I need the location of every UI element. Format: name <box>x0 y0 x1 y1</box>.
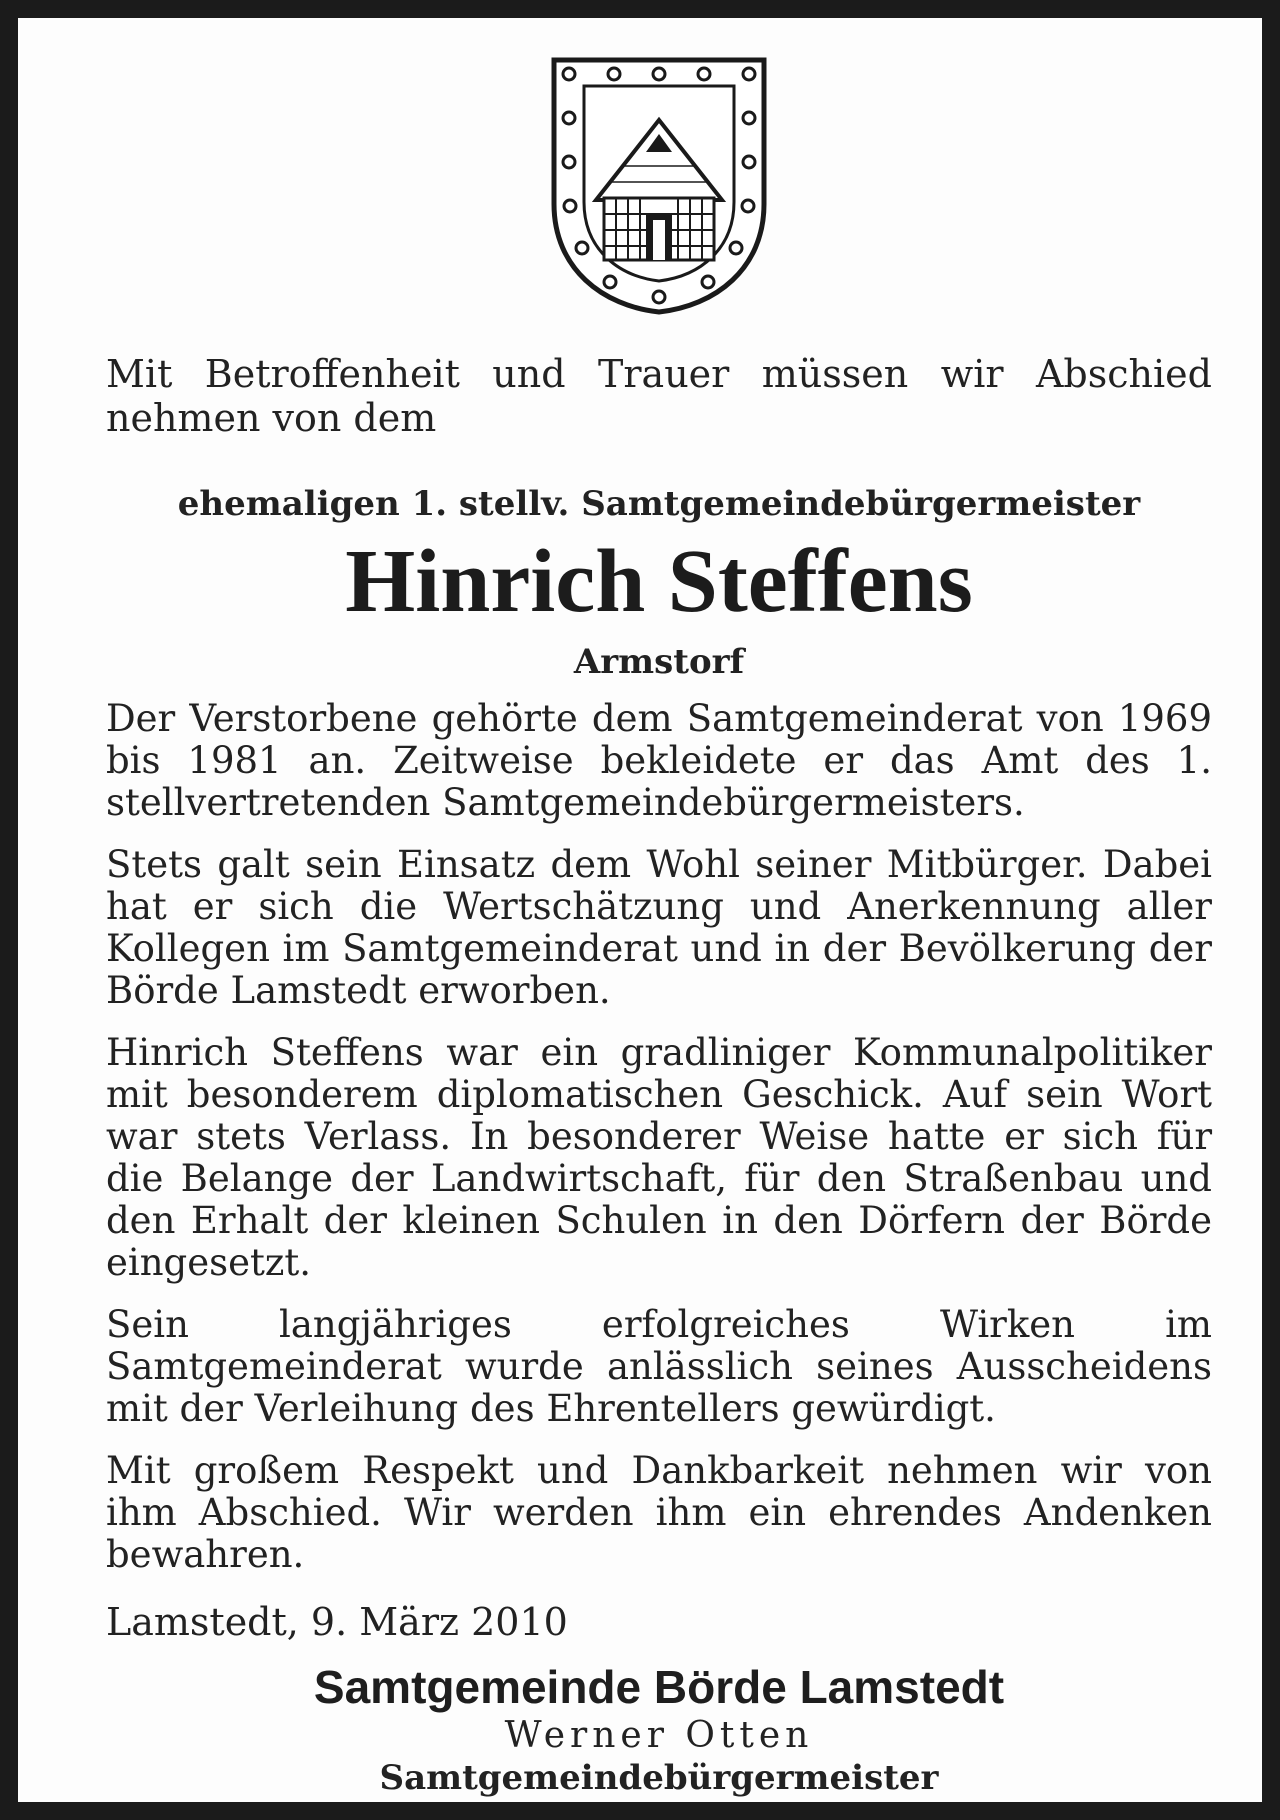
coat-of-arms-icon <box>550 54 768 316</box>
body-paragraph: Mit großem Respekt und Dankbarkeit nehmen wir von ihm Abschied. Wir werden ihm ein ehrendes Andenken bewahren. <box>106 1449 1212 1576</box>
deceased-name: Hinrich Steffens <box>345 532 973 631</box>
date-line: Lamstedt, 9. März 2010 <box>106 1600 568 1644</box>
intro-text: Mit Betroffenheit und Trauer müssen wir Abschied nehmen von dem <box>106 352 1212 440</box>
body-paragraph: Hinrich Steffens war ein gradliniger Kommunalpolitiker mit besonderem diplomatischen Geschick. Auf sein Wort war stets Verlass. In besonderer Weise hatte er sich für die Belange der Landwirtschaft, für den Straßenbau und den Erhalt der kleinen Schulen in den Dörfern der Börde eingesetzt. <box>106 1031 1212 1284</box>
crest <box>106 54 1212 316</box>
signature-organization: Samtgemeinde Börde Lamstedt <box>313 1661 1005 1713</box>
signature-title: Samtgemeindebürgermeister <box>379 1758 939 1798</box>
signature-person: Werner Otten <box>504 1715 814 1756</box>
former-role: ehemaligen 1. stellv. Samtgemeindebürgermeister <box>177 484 1141 524</box>
home-village: Armstorf <box>573 642 745 682</box>
body-paragraph: Der Verstorbene gehörte dem Samtgemeinderat von 1969 bis 1981 an. Zeitweise bekleidete er das Amt des 1. stellvertretenden Samtgemeindebürgermeisters. <box>106 697 1212 824</box>
body-paragraph: Stets galt sein Einsatz dem Wohl seiner Mitbürger. Dabei hat er sich die Wertschätzung und Anerkennung aller Kollegen im Samtgemeinderat und in der Bevölkerung der Börde Lamstedt erworben. <box>106 843 1212 1012</box>
body-paragraph: Sein langjähriges erfolgreiches Wirken im Samtgemeinderat wurde anlässlich seines Ausscheidens mit der Verleihung des Ehrentellers gewürdigt. <box>106 1303 1212 1430</box>
notice-content <box>106 54 1212 1798</box>
